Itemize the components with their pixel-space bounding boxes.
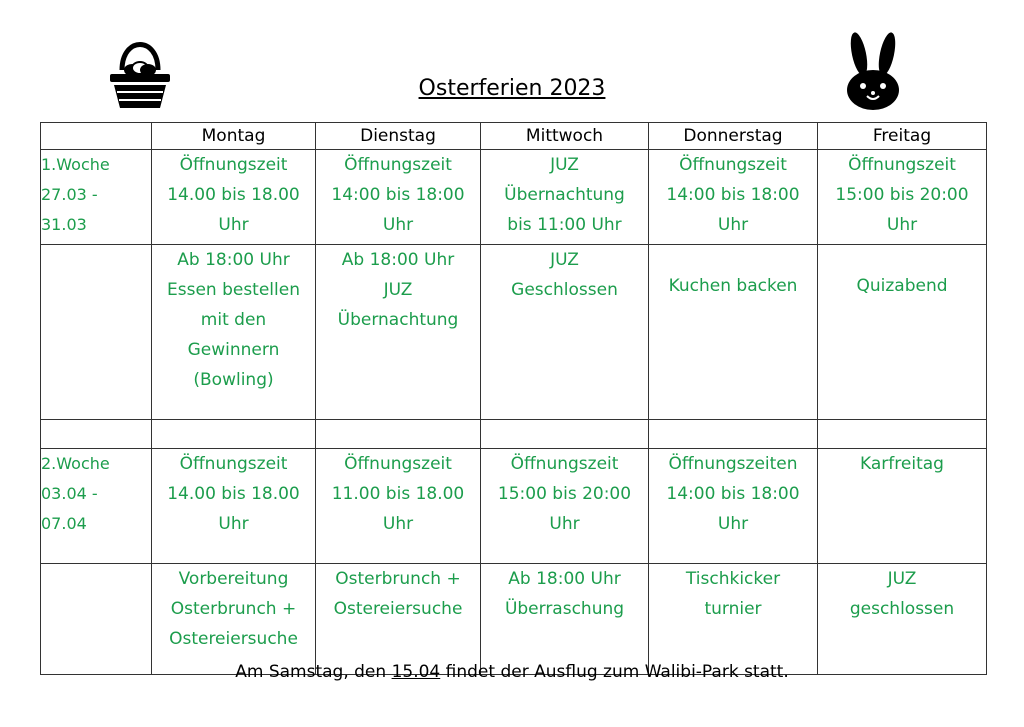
schedule-cell: Öffnungszeit 14:00 bis 18:00 Uhr <box>316 150 481 245</box>
schedule-cell: Karfreitag <box>818 449 987 564</box>
week-label: 1.Woche <box>41 155 110 174</box>
empty-cell <box>41 564 152 675</box>
day-header: Mittwoch <box>481 123 649 150</box>
footer-note: Am Samstag, den 15.04 findet der Ausflug zum Walibi-Park statt. <box>235 662 789 682</box>
page-title: Osterferien 2023 <box>418 76 606 101</box>
schedule-cell: Öffnungszeit 15:00 bis 20:00 Uhr <box>481 449 649 564</box>
schedule-cell: Kuchen backen <box>649 245 818 420</box>
day-header: Montag <box>152 123 316 150</box>
schedule-cell: JUZ Geschlossen <box>481 245 649 420</box>
schedule-cell: Vorbereitung Osterbrunch + Ostereiersuche <box>152 564 316 675</box>
schedule-cell: Quizabend <box>818 245 987 420</box>
schedule-cell: Öffnungszeit 14:00 bis 18:00 Uhr <box>649 150 818 245</box>
schedule-cell: Öffnungszeit 11.00 bis 18.00 Uhr <box>316 449 481 564</box>
schedule-cell: JUZ Übernachtung bis 11:00 Uhr <box>481 150 649 245</box>
schedule-table <box>40 122 987 675</box>
schedule-cell: Ab 18:00 Uhr Überraschung <box>481 564 649 675</box>
schedule-cell: JUZ geschlossen <box>818 564 987 675</box>
schedule-cell: Öffnungszeit 14.00 bis 18.00 Uhr <box>152 449 316 564</box>
week2-opening-row <box>41 449 987 564</box>
schedule-cell: Tischkicker turnier <box>649 564 818 675</box>
week1-opening-row <box>41 150 987 245</box>
week-dates: 07.04 <box>41 514 87 533</box>
schedule-cell: Ab 18:00 Uhr Essen bestellen mit den Gewinnern (Bowling) <box>152 245 316 420</box>
spacer-row <box>41 420 987 449</box>
trip-date: 15.04 <box>391 662 441 682</box>
header-row <box>41 123 987 150</box>
day-header: Freitag <box>818 123 987 150</box>
schedule-cell: Öffnungszeit 14.00 bis 18.00 Uhr <box>152 150 316 245</box>
week2-event-row <box>41 564 987 675</box>
schedule-cell: Ab 18:00 Uhr JUZ Übernachtung <box>316 245 481 420</box>
day-header: Dienstag <box>316 123 481 150</box>
week-dates: 27.03 - <box>41 185 98 204</box>
corner-cell <box>41 123 152 150</box>
week-label: 2.Woche <box>41 454 110 473</box>
week-label-cell <box>41 150 152 245</box>
week-dates: 03.04 - <box>41 484 98 503</box>
week-dates: 31.03 <box>41 215 87 234</box>
empty-cell <box>41 245 152 420</box>
schedule-cell: Osterbrunch + Ostereiersuche <box>316 564 481 675</box>
day-header: Donnerstag <box>649 123 818 150</box>
week-label-cell <box>41 449 152 564</box>
schedule-cell: Öffnungszeit 15:00 bis 20:00 Uhr <box>818 150 987 245</box>
week1-event-row <box>41 245 987 420</box>
schedule-cell: Öffnungszeiten 14:00 bis 18:00 Uhr <box>649 449 818 564</box>
